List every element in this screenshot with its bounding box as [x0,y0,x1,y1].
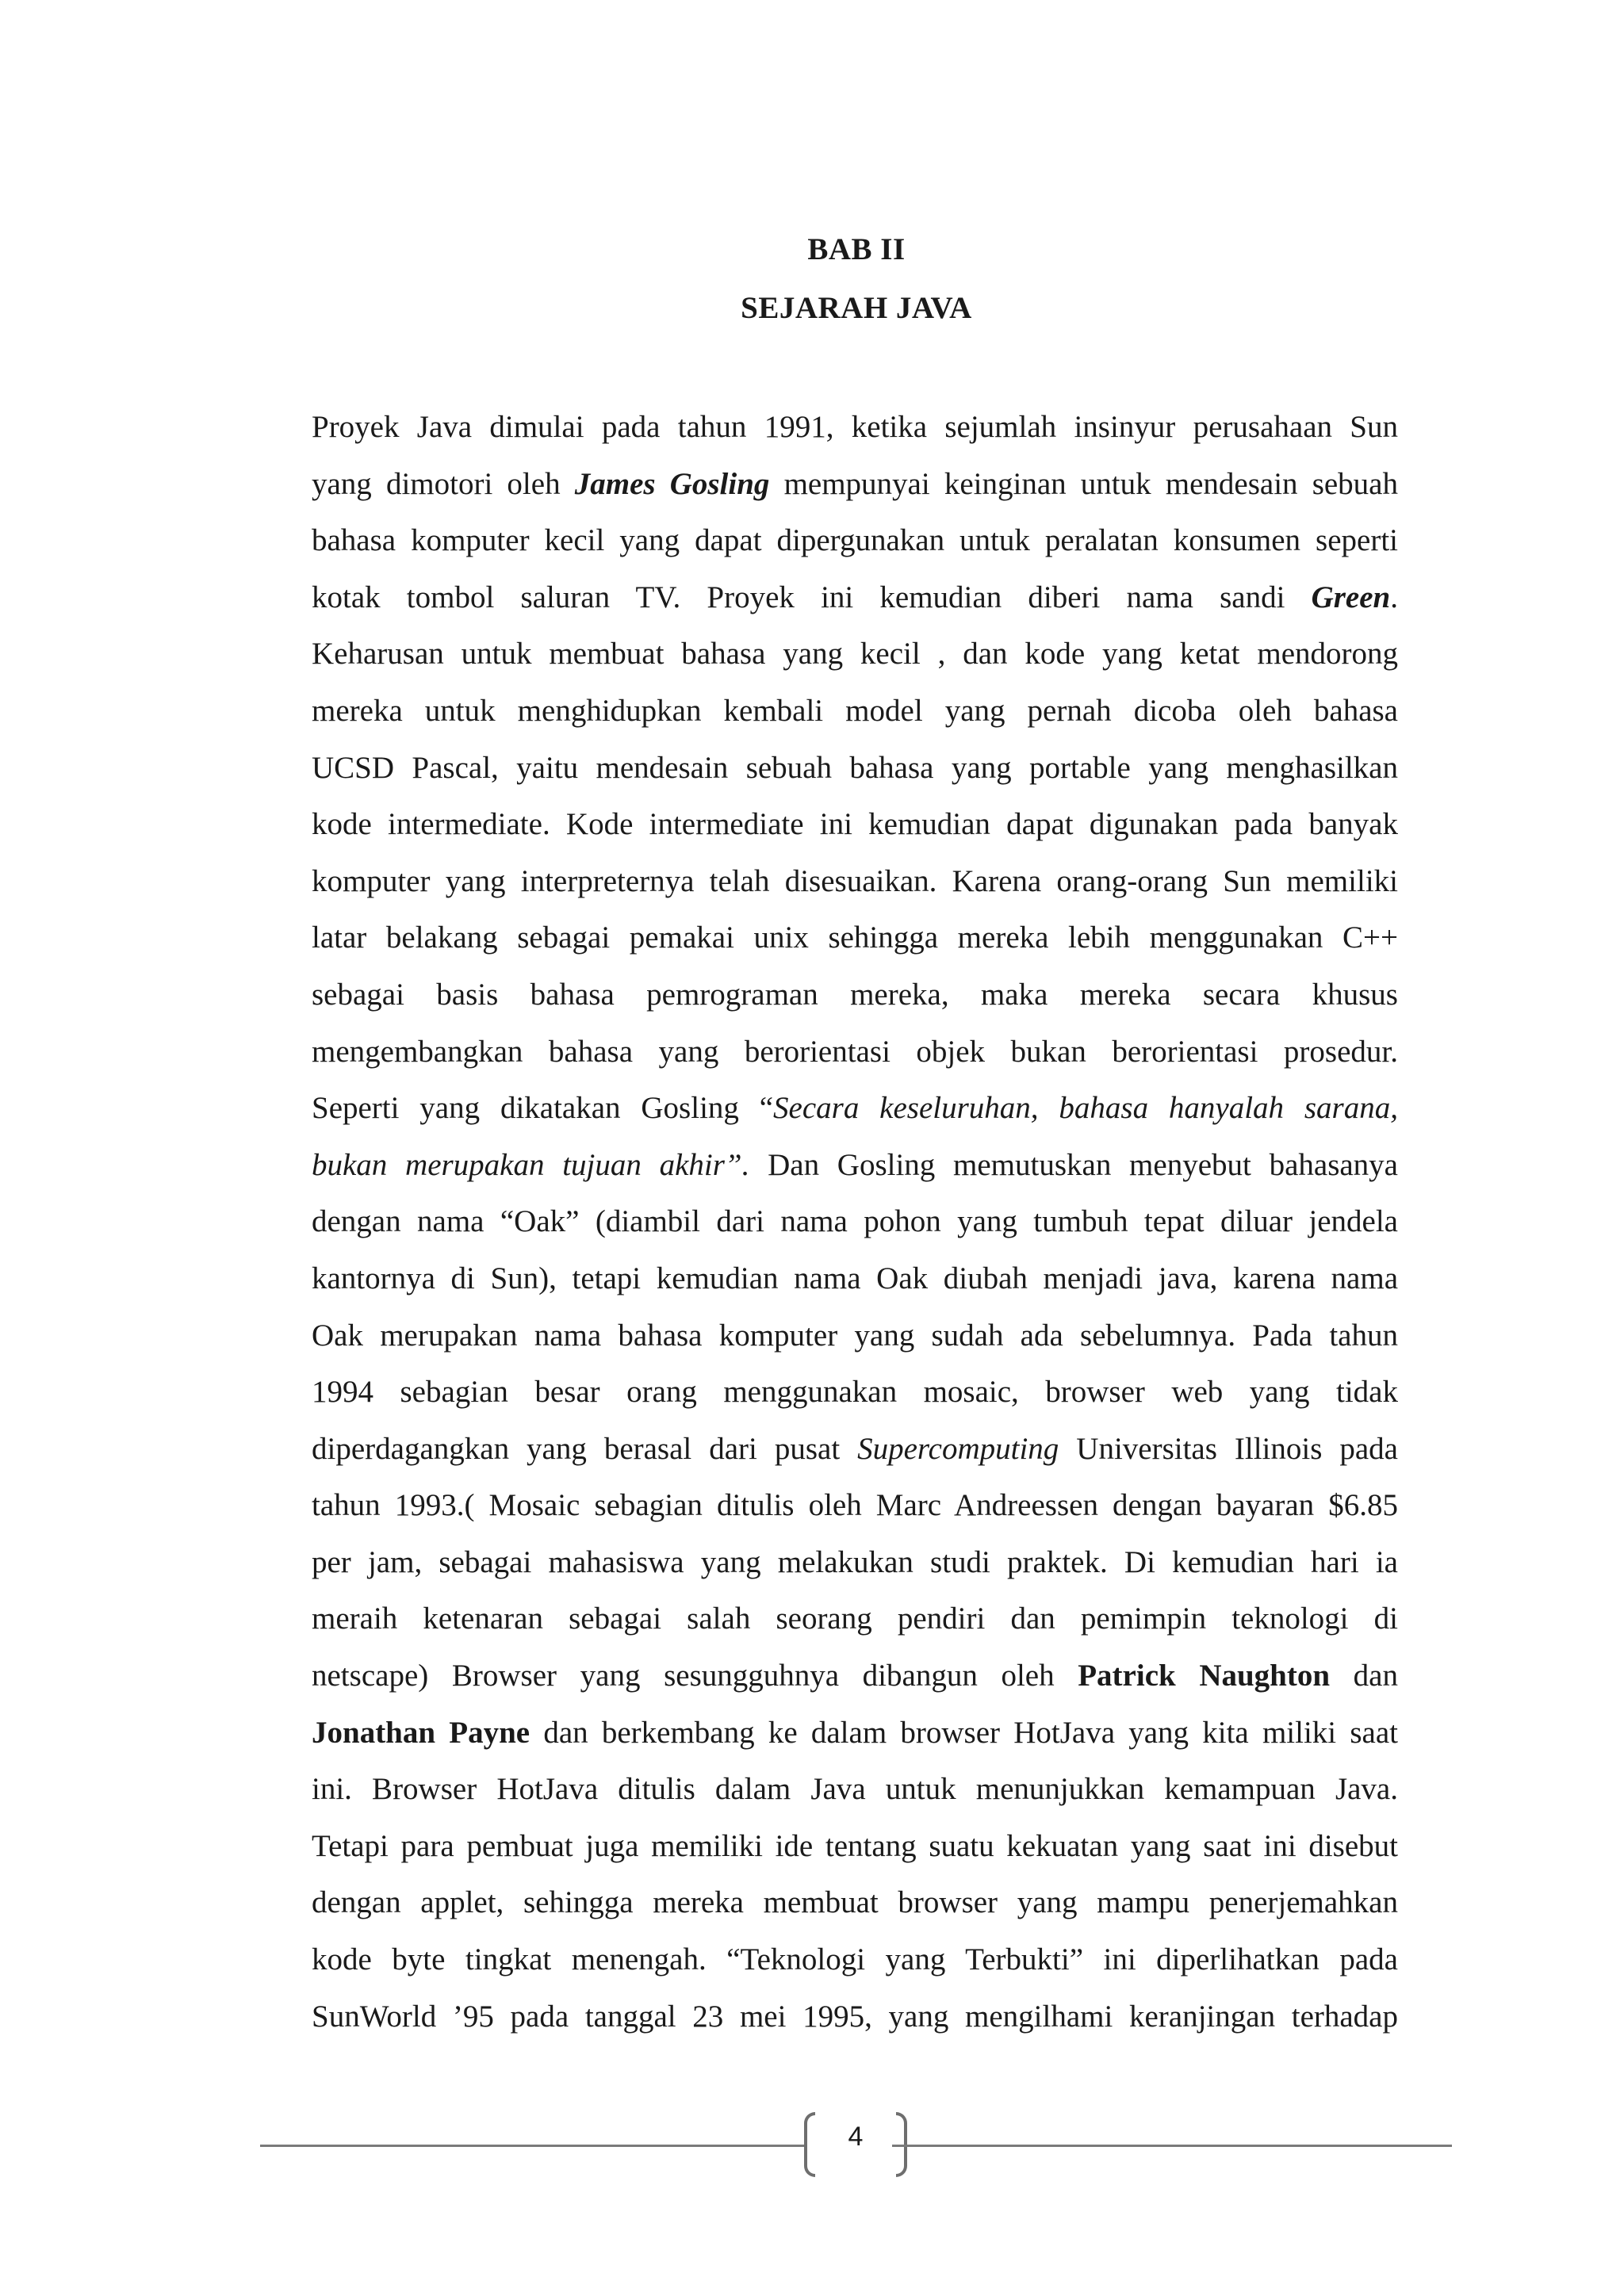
text-run: Dan Gosling memutuskan menyebut bahasanya [749,1147,1398,1182]
body-line [312,683,1398,740]
body-line [312,1818,1398,1875]
body-line [312,909,1398,966]
text-run: per jam, sebagai mahasiswa yang melakukan studi praktek. Di kemudian hari ia [312,1544,1398,1579]
body-line [312,740,1398,797]
text-run: bahasa komputer kecil yang dapat dipergunakan untuk peralatan konsumen seperti [312,523,1398,558]
text-run: kode intermediate. Kode intermediate ini kemudian dapat digunakan pada banyak [312,807,1398,842]
footer-rule-right [892,2145,1452,2147]
text-run: yang dimotori oleh [312,466,575,501]
text-run: mempunyai keinginan untuk mendesain sebuah [769,466,1398,501]
text-run: Oak merupakan nama bahasa komputer yang sudah ada sebelumnya. Pada tahun [312,1318,1398,1353]
text-run: mereka untuk menghidupkan kembali model yang pernah dicoba oleh bahasa [312,693,1398,728]
emphasis-text: Secara keseluruhan, bahasa hanyalah sarana, [773,1091,1398,1126]
text-run: meraih ketenaran sebagai salah seorang pendiri dan pemimpin teknologi di [312,1601,1398,1636]
body-line [312,853,1398,910]
body-line [312,1705,1398,1762]
body-line [312,796,1398,853]
text-run: mengembangkan bahasa yang berorientasi objek bukan berorientasi prosedur. [312,1034,1398,1069]
text-run: Proyek Java dimulai pada tahun 1991, ketika sejumlah insinyur perusahaan Sun [312,410,1398,444]
body-line [312,1080,1398,1137]
body-line [312,966,1398,1024]
text-run: dengan nama “Oak” (diambil dari nama pohon yang tumbuh tepat diluar jendela [312,1204,1398,1239]
page-number: 4 [848,2122,864,2152]
chapter-label: BAB II [807,232,906,266]
body-line [312,1988,1398,2045]
text-run: dan [1330,1659,1398,1693]
text-run: komputer yang interpreternya telah disesuaikan. Karena orang-orang Sun memiliki [312,863,1398,898]
emphasis-text: Supercomputing [857,1431,1059,1466]
body-line [312,1647,1398,1705]
emphasis-text: bukan merupakan tujuan akhir”. [312,1147,750,1182]
text-run: . [1390,580,1398,614]
body-line [312,1590,1398,1647]
body-line [312,1874,1398,1931]
body-line [312,1931,1398,1988]
text-run: sebagai basis bahasa pemrograman mereka, maka mereka secara khusus [312,977,1398,1012]
chapter-title: SEJARAH JAVA [741,291,972,325]
body-line [312,569,1398,626]
body-line [312,1477,1398,1534]
text-run: Keharusan untuk membuat bahasa yang kecil , dan kode yang ketat mendorong [312,637,1398,672]
emphasis-text: James Gosling [574,466,770,501]
text-run: Tetapi para pembuat juga memiliki ide tentang suatu kekuatan yang saat ini disebut [312,1828,1398,1863]
text-run: Universitas Illinois pada [1059,1431,1398,1466]
text-run: UCSD Pascal, yaitu mendesain sebuah bahasa yang portable yang menghasilkan [312,750,1398,785]
emphasis-text: Green [1311,580,1391,614]
text-run: Seperti yang dikatakan Gosling “ [312,1091,774,1126]
body-paragraph [312,399,1398,2045]
text-run: kotak tombol saluran TV. Proyek ini kemudian diberi nama sandi [312,580,1312,614]
body-line [312,1307,1398,1364]
text-run: kode byte tingkat menengah. “Teknologi yang Terbukti” ini diperlihatkan pada [312,1942,1398,1977]
body-line [312,1761,1398,1818]
text-run: 1994 sebagian besar orang menggunakan mosaic, browser web yang tidak [312,1375,1398,1410]
page-number-bracket-left [804,2112,815,2177]
body-line [312,1534,1398,1591]
emphasis-text: Jonathan Payne [312,1715,530,1750]
body-line [312,626,1398,683]
body-line [312,1137,1398,1194]
body-line [312,456,1398,513]
body-line [312,512,1398,569]
body-line [312,399,1398,456]
body-line [312,1193,1398,1250]
body-line [312,1250,1398,1307]
text-run: SunWorld ’95 pada tanggal 23 mei 1995, yang mengilhami keranjingan terhadap [312,1999,1398,2034]
body-line [312,1364,1398,1421]
footer-rule-left [260,2145,807,2147]
text-run: tahun 1993.( Mosaic sebagian ditulis oleh Marc Andreessen dengan bayaran $6.85 [312,1488,1398,1523]
body-line [312,1024,1398,1081]
text-run: netscape) Browser yang sesungguhnya dibangun oleh [312,1659,1078,1693]
text-run: ini. Browser HotJava ditulis dalam Java untuk menunjukkan kemampuan Java. [312,1772,1398,1807]
emphasis-text: Patrick Naughton [1078,1659,1331,1693]
body-line [312,1421,1398,1478]
text-run: dengan applet, sehingga mereka membuat browser yang mampu penerjemahkan [312,1885,1398,1920]
text-run: kantornya di Sun), tetapi kemudian nama Oak diubah menjadi java, karena nama [312,1261,1398,1295]
text-run: diperdagangkan yang berasal dari pusat [312,1431,858,1466]
text-run: latar belakang sebagai pemakai unix sehingga mereka lebih menggunakan C++ [312,920,1398,955]
text-run: dan berkembang ke dalam browser HotJava yang kita miliki saat [530,1715,1398,1750]
